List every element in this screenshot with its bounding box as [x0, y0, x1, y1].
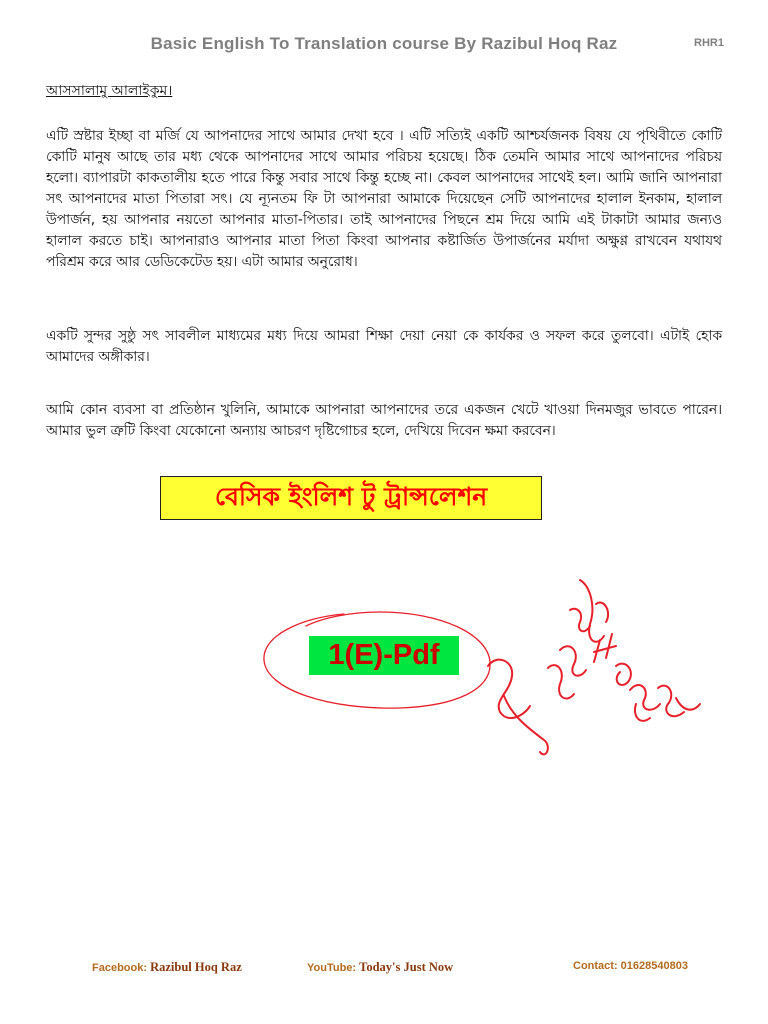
course-title-box: [160, 476, 542, 520]
intro-paragraph: এটি স্রষ্টার ইচ্ছা বা মর্জি যে আপনাদের সাথে আমার দেখা হবে । এটি সত্যিই একটি আশ্চর্যজনক বিষয় যে পৃথিবীতে কোটি কোটি মানুষ আছে তার মধ্য থেকে আপনাদের সাথে আমার পরিচয় হয়েছে। ঠিক তেমনি আমার সাথে আপনাদের পরিচয় হলো। ব্যাপারটা কাকতালীয় হতে পারে কিন্তু সবার সাথে কিন্তু হচ্ছে না। কেবল আপনাদের সাথেই হল। আমি জানি আপনারা সৎ আপনাদের মাতা পিতারা সৎ। যে ন্যূনতম ফি টা আপনারা আমাকে দিয়েছেন সেটি আপনাদের হালাল ইনকাম, হালাল উপার্জন, হয় আপনার নয়তো আপনার মাতা-পিতার। তাই আপনাদের পিছনে শ্রম দিয়ে আমি এই টাকাটা আমার জন্যও হালাল করতে চাই। আপনারাও আপনার মাতা পিতা কিংবা আপনার কষ্টার্জিত উপার্জনের মর্যাদা অক্ষুণ্ণ রাখবেন যথাযথ পরিশ্রম করে আর ডেডিকেটেড হয়। এটা আমার অনুরোধ।: [46, 128, 722, 270]
course-title-text: বেসিক ইংলিশ টু ট্রান্সলেশন: [214, 481, 488, 511]
footer-facebook-label: Facebook:: [92, 962, 148, 974]
footer-contact: [573, 960, 688, 972]
page-code: RHR1: [694, 37, 724, 49]
footer-facebook: [92, 960, 242, 975]
request-paragraph: আমি কোন ব্যবসা বা প্রতিষ্ঠান খুলিনি, আমাকে আপনারা আপনাদের তরে একজন খেটে খাওয়া দিনমজুর ভাবতে পারেন। আমার ভুল ত্রুটি কিংবা যেকোনো অন্যায় আচরণ দৃষ্টিগোচর হলে, দেখিয়ে দিবেন ক্ষমা করবেন।: [46, 402, 722, 439]
footer-youtube-label: YouTube:: [307, 962, 357, 974]
pdf-label: 1(E)-Pdf: [309, 636, 459, 675]
pledge-paragraph: একটি সুন্দর সুষ্ঠু সৎ সাবলীল মাধ্যমের মধ্য দিয়ে আমরা শিক্ষা দেয়া নেয়া কে কার্যকর ও সফল করে তুলবো। এটাই হোক আমাদের অঙ্গীকার।: [46, 328, 722, 365]
footer-facebook-value: Razibul Hoq Raz: [150, 960, 242, 974]
greeting-heading: আসসালামু আলাইকুম।: [46, 83, 173, 99]
footer-youtube: [307, 960, 453, 975]
page-header-title: Basic English To Translation course By Razibul Hoq Raz: [150, 34, 618, 53]
signature-mark: [488, 580, 700, 754]
footer-contact-label: Contact:: [573, 960, 618, 972]
footer-youtube-value: Today's Just Now: [359, 960, 454, 974]
footer-contact-value: 01628540803: [620, 960, 688, 972]
